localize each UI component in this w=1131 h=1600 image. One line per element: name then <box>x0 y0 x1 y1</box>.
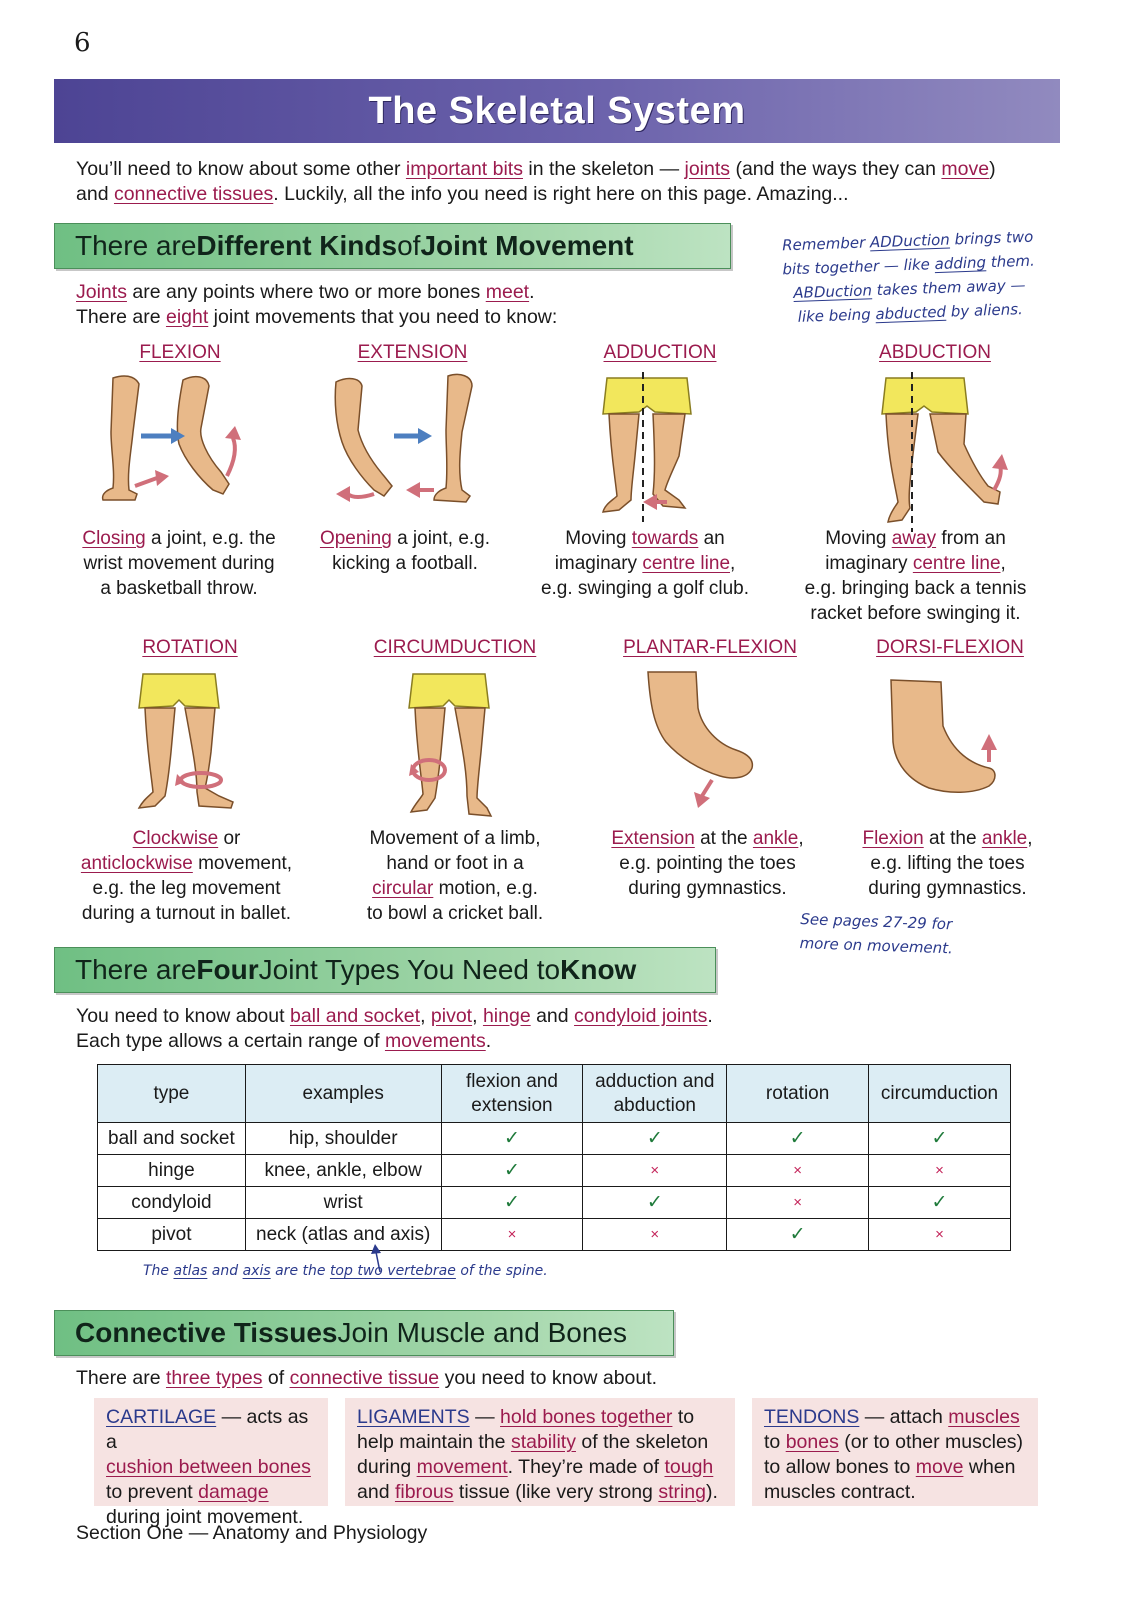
tick-icon: ✓ <box>441 1187 583 1219</box>
text: Each type allows a certain range of <box>76 1030 385 1052</box>
text: muscles contract. <box>764 1481 916 1503</box>
table-row <box>98 1155 1011 1187</box>
keyword: bones <box>785 1431 839 1453</box>
flexion-title: FLEXION <box>139 342 221 363</box>
text: extension <box>471 1094 553 1116</box>
text: like being <box>797 305 876 326</box>
keyword: anticlockwise <box>80 853 193 874</box>
keyword: cushion between bones <box>106 1456 311 1478</box>
keyword: eight <box>165 306 209 328</box>
text: Join Muscle and Bones <box>337 1317 627 1348</box>
keyword: condyloid joints <box>574 1005 708 1027</box>
title-bar <box>54 79 1060 143</box>
text: . They’re made of <box>507 1456 665 1478</box>
abduction-title: ABDUCTION <box>879 342 991 363</box>
cartilage-box <box>94 1398 328 1528</box>
text: There are <box>75 954 197 985</box>
text: kicking a football. <box>332 553 478 574</box>
abduction-legs-illustration <box>880 372 1030 532</box>
text: of <box>397 230 421 261</box>
circumduction-title: CIRCUMDUCTION <box>373 637 537 658</box>
text: joint movements that you need to know: <box>208 306 558 328</box>
rotation-title: ROTATION <box>142 637 238 658</box>
intro-paragraph <box>76 157 1056 207</box>
text: , <box>1000 553 1006 574</box>
text: rotation <box>765 1082 830 1104</box>
text: imaginary <box>554 553 643 574</box>
tendons-box <box>752 1398 1038 1506</box>
text: to prevent <box>106 1481 199 1503</box>
keyword: three types <box>165 1367 263 1389</box>
text: during a turnout in ballet. <box>81 903 292 924</box>
text: . <box>529 281 535 303</box>
adduction-description <box>520 526 770 601</box>
cell-examples: wrist <box>245 1187 441 1219</box>
text: and <box>76 183 114 205</box>
keyword: LIGAMENTS <box>357 1406 470 1428</box>
header-examples <box>245 1065 441 1123</box>
keyword: Closing <box>82 528 146 549</box>
connective-tissues-intro <box>76 1366 876 1391</box>
keyword: hold bones together <box>500 1406 673 1428</box>
text: wrist movement during <box>83 553 275 574</box>
text: hand or foot in a <box>386 853 524 874</box>
tick-icon: ✓ <box>441 1155 583 1187</box>
text: racket before swinging it. <box>810 603 1021 624</box>
cell-type: hinge <box>98 1155 246 1187</box>
text: to bowl a cricket ball. <box>366 903 544 924</box>
text: a joint, e.g. <box>391 528 491 549</box>
keyword: meet <box>485 281 530 303</box>
text: type <box>153 1082 190 1104</box>
keyword: damage <box>198 1481 269 1503</box>
text: flexion and <box>466 1070 558 1092</box>
cross-icon: × <box>727 1187 869 1219</box>
header-flexion-extension <box>441 1065 583 1123</box>
text: or <box>218 828 241 849</box>
footer-section-label: Section One — Anatomy and Physiology <box>76 1522 428 1544</box>
text: to <box>672 1406 695 1428</box>
keyword: pivot <box>430 1005 473 1027</box>
section-heading-connective-tissues <box>54 1310 674 1356</box>
keyword: tough <box>664 1456 714 1478</box>
text: movement, <box>192 853 293 874</box>
tick-icon: ✓ <box>441 1123 583 1155</box>
text: There are <box>75 230 197 261</box>
see-pages-note <box>799 907 971 961</box>
cross-icon: × <box>583 1155 727 1187</box>
keyword: away <box>891 528 937 549</box>
joint-movement-intro <box>76 280 756 330</box>
text: to <box>764 1431 786 1453</box>
text: during gymnastics. <box>628 878 787 899</box>
text: during <box>357 1456 417 1478</box>
text: There are <box>76 1367 166 1389</box>
keyword: hinge <box>482 1005 531 1027</box>
text: of the skeleton <box>575 1431 709 1453</box>
dorsi-flexion-title: DORSI-FLEXION <box>876 637 1024 658</box>
keyword: muscles <box>948 1406 1020 1428</box>
text: of the spine. <box>455 1263 548 1279</box>
keyword: atlas <box>173 1263 208 1279</box>
keyword: centre line <box>642 553 731 574</box>
tick-icon: ✓ <box>727 1219 869 1251</box>
page-title: The Skeletal System <box>368 89 746 132</box>
text: See pages 27-29 for <box>800 910 953 934</box>
abduction-description <box>793 526 1038 626</box>
rotation-legs-illustration <box>135 668 245 818</box>
text: are any points where two or more bones <box>126 281 486 303</box>
keyword: Joints <box>76 281 127 303</box>
text: Four <box>196 954 259 985</box>
text: e.g. bringing back a tennis <box>804 578 1027 599</box>
cell-type: condyloid <box>98 1187 246 1219</box>
text: are the <box>270 1263 330 1279</box>
cross-icon: × <box>727 1155 869 1187</box>
text: . Luckily, all the info you need is right here on this page. Amazing... <box>273 183 849 205</box>
keyword: Flexion <box>862 828 924 849</box>
section-heading-joint-types <box>54 947 716 993</box>
text: (or to other muscles) <box>838 1431 1024 1453</box>
table-row <box>98 1123 1011 1155</box>
text: The <box>143 1263 174 1279</box>
text: motion, e.g. <box>433 878 538 899</box>
text: in the skeleton — <box>522 158 685 180</box>
text: takes them away — <box>871 275 1026 300</box>
text: and <box>207 1263 243 1279</box>
plantar-flexion-title: PLANTAR-FLEXION <box>623 637 797 658</box>
keyword: movement <box>416 1456 508 1478</box>
keyword: fibrous <box>394 1481 454 1503</box>
text: Different Kinds <box>196 230 398 261</box>
text: e.g. the leg movement <box>92 878 281 899</box>
text: and <box>530 1005 575 1027</box>
text: — acts as a <box>106 1406 309 1453</box>
keyword: ball and socket <box>289 1005 421 1027</box>
text: . <box>485 1030 492 1052</box>
plantar-flexion-foot-illustration <box>640 668 780 818</box>
text: . <box>707 1005 713 1027</box>
dorsi-flexion-foot-illustration <box>885 672 1025 812</box>
flexion-legs-illustration <box>95 372 265 512</box>
text: brings two <box>949 227 1034 249</box>
text: an <box>698 528 725 549</box>
circumduction-description <box>340 826 570 926</box>
keyword: ABDuction <box>793 281 873 303</box>
header-type <box>98 1065 246 1123</box>
keyword: ADDuction <box>869 230 951 252</box>
text: Joint Types You Need to <box>258 954 561 985</box>
cell-examples: knee, ankle, elbow <box>245 1155 441 1187</box>
text: , <box>798 828 804 849</box>
keyword: abducted <box>875 302 947 324</box>
joint-types-intro <box>76 1004 876 1054</box>
cell-type: pivot <box>98 1219 246 1251</box>
cross-icon: × <box>869 1219 1011 1251</box>
keyword: important bits <box>405 158 523 180</box>
text: , <box>420 1005 431 1027</box>
ligaments-box <box>345 1398 735 1506</box>
text: abduction <box>613 1094 696 1116</box>
text: at the <box>694 828 753 849</box>
table-header-row <box>98 1065 1011 1123</box>
text: e.g. swinging a golf club. <box>540 578 750 599</box>
text: adduction and <box>595 1070 715 1092</box>
keyword: connective tissues <box>113 183 274 205</box>
text: examples <box>302 1082 384 1104</box>
text: to allow bones to <box>764 1456 916 1478</box>
text: a joint, e.g. the <box>145 528 276 549</box>
tick-icon: ✓ <box>583 1187 727 1219</box>
text: Remember <box>781 233 871 255</box>
table-row <box>98 1219 1011 1251</box>
text: You’ll need to know about some other <box>76 158 406 180</box>
atlas-axis-note <box>143 1263 643 1279</box>
text: a basketball throw. <box>100 578 258 599</box>
joint-types-table <box>97 1064 1011 1251</box>
text: tissue (like very strong <box>453 1481 659 1503</box>
adduction-title: ADDUCTION <box>603 342 717 363</box>
dorsi-flexion-description <box>850 826 1045 901</box>
text: , <box>730 553 736 574</box>
text: Joint Movement <box>420 230 634 261</box>
rotation-description <box>64 826 309 926</box>
text: , <box>1027 828 1033 849</box>
header-circumduction <box>869 1065 1011 1123</box>
text: and <box>357 1481 395 1503</box>
table-row <box>98 1187 1011 1219</box>
keyword: move <box>915 1456 964 1478</box>
keyword: string <box>658 1481 706 1503</box>
text: There are <box>76 306 166 328</box>
keyword: centre line <box>912 553 1001 574</box>
keyword: TENDONS <box>764 1406 860 1428</box>
header-rotation <box>727 1065 869 1123</box>
keyword: Extension <box>611 828 695 849</box>
page-number: 6 <box>74 28 91 58</box>
text: them. <box>985 251 1036 272</box>
cell-examples: neck (atlas and axis) <box>245 1219 441 1251</box>
text: by aliens. <box>945 300 1024 321</box>
text: — <box>469 1406 501 1428</box>
text: from an <box>936 528 1006 549</box>
text: Movement of a limb, <box>369 828 541 849</box>
text: (and the ways they can <box>730 158 942 180</box>
intro-line-1 <box>76 157 1056 182</box>
text: Connective Tissues <box>75 1317 338 1348</box>
text: e.g. lifting the toes <box>870 853 1025 874</box>
section-heading-joint-movement <box>54 223 731 269</box>
keyword: towards <box>631 528 699 549</box>
cell-examples: hip, shoulder <box>245 1123 441 1155</box>
text: Moving <box>825 528 892 549</box>
extension-legs-illustration <box>322 372 492 512</box>
text: , <box>472 1005 483 1027</box>
text: circumduction <box>880 1082 999 1104</box>
keyword: top two vertebrae <box>329 1263 456 1279</box>
tick-icon: ✓ <box>727 1123 869 1155</box>
extension-description <box>300 526 510 576</box>
text: of <box>262 1367 290 1389</box>
cross-icon: × <box>583 1219 727 1251</box>
adduction-legs-illustration <box>595 372 725 522</box>
plantar-flexion-description <box>595 826 820 901</box>
text: ) <box>989 158 996 180</box>
keyword: ankle <box>981 828 1028 849</box>
keyword: movements <box>384 1030 486 1052</box>
text: during joint movement. <box>106 1506 304 1528</box>
keyword: adding <box>934 253 987 274</box>
keyword: ankle <box>752 828 799 849</box>
text: more on movement. <box>799 934 954 958</box>
keyword: stability <box>510 1431 576 1453</box>
cross-icon: × <box>441 1219 583 1251</box>
keyword: joints <box>684 158 731 180</box>
keyword: axis <box>242 1263 271 1279</box>
text: you need to know about. <box>439 1367 658 1389</box>
keyword: Clockwise <box>132 828 219 849</box>
text: Know <box>560 954 637 985</box>
intro-line-2 <box>76 182 1056 207</box>
text: help maintain the <box>357 1431 511 1453</box>
keyword: connective tissue <box>289 1367 440 1389</box>
text: e.g. pointing the toes <box>619 853 796 874</box>
text: when <box>963 1456 1016 1478</box>
keyword: move <box>941 158 990 180</box>
text: You need to know about <box>76 1005 290 1027</box>
text: bits together — like <box>782 255 935 279</box>
cross-icon: × <box>869 1155 1011 1187</box>
tick-icon: ✓ <box>869 1187 1011 1219</box>
header-adduction-abduction <box>583 1065 727 1123</box>
text: — attach <box>859 1406 949 1428</box>
keyword: circular <box>372 878 434 899</box>
text: during gymnastics. <box>868 878 1027 899</box>
text: ). <box>706 1481 718 1503</box>
keyword: CARTILAGE <box>106 1406 217 1428</box>
keyword: Opening <box>319 528 392 549</box>
cell-type: ball and socket <box>98 1123 246 1155</box>
adduction-note <box>762 224 1055 330</box>
text: at the <box>923 828 982 849</box>
tick-icon: ✓ <box>583 1123 727 1155</box>
text: Moving <box>565 528 632 549</box>
tick-icon: ✓ <box>869 1123 1011 1155</box>
extension-title: EXTENSION <box>357 342 468 363</box>
text: imaginary <box>825 553 913 574</box>
circumduction-legs-illustration <box>405 668 515 823</box>
flexion-description <box>64 526 294 601</box>
